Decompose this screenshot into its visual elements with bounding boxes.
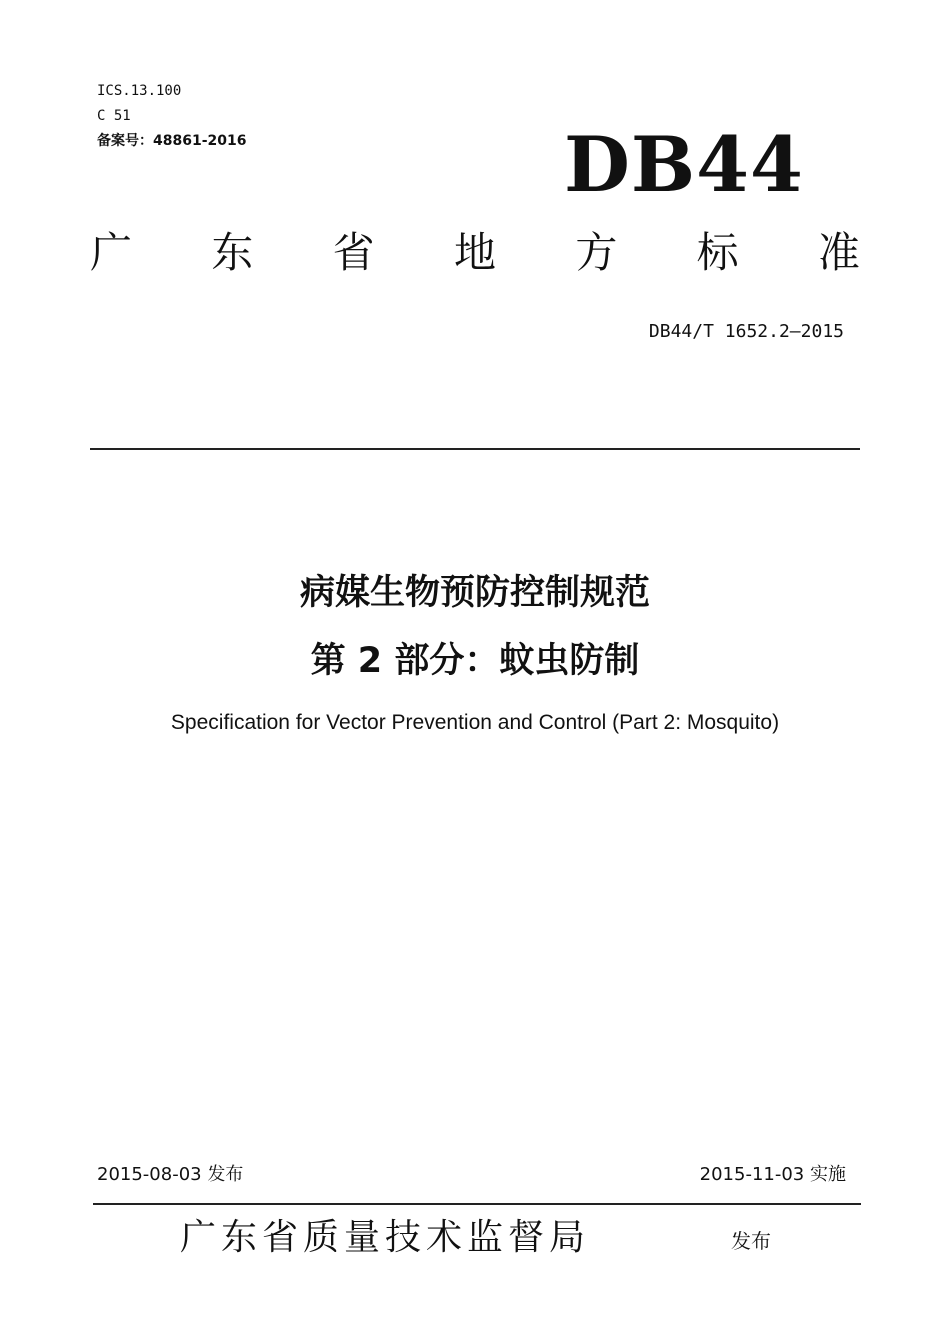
standard-type-char: 标: [696, 228, 739, 277]
filing-number: 备案号：48861-2016: [97, 133, 247, 149]
standard-type-char: 方: [575, 228, 618, 277]
issue-date: 2015-08-03 发布: [97, 1164, 244, 1185]
standard-type-char: 广: [90, 228, 133, 277]
standard-type-char: 准: [817, 228, 860, 277]
ccs-code: C 51: [97, 108, 131, 124]
title-cn-line2: 第 2 部分：蚊虫防制: [310, 641, 640, 681]
standard-type-heading: [90, 225, 860, 281]
title-en: Specification for Vector Prevention and Control (Part 2: Mosquito): [170, 711, 780, 734]
standard-type-char: 东: [211, 228, 254, 277]
top-divider: [90, 448, 860, 450]
ics-code: ICS.13.100: [97, 83, 182, 99]
bottom-divider: [93, 1203, 861, 1205]
title-cn-line1: 病媒生物预防控制规范: [299, 573, 650, 613]
implementation-date: 2015-11-03 实施: [699, 1164, 846, 1185]
standard-type-char: 地: [453, 228, 496, 277]
issuing-authority: 广东省质量技术监督局: [180, 1217, 591, 1258]
db-logo: DB44: [564, 120, 804, 209]
standard-type-char: 省: [332, 228, 375, 277]
standard-number: DB44/T 1652.2—2015: [648, 321, 844, 342]
issue-label: 发布: [731, 1229, 771, 1253]
